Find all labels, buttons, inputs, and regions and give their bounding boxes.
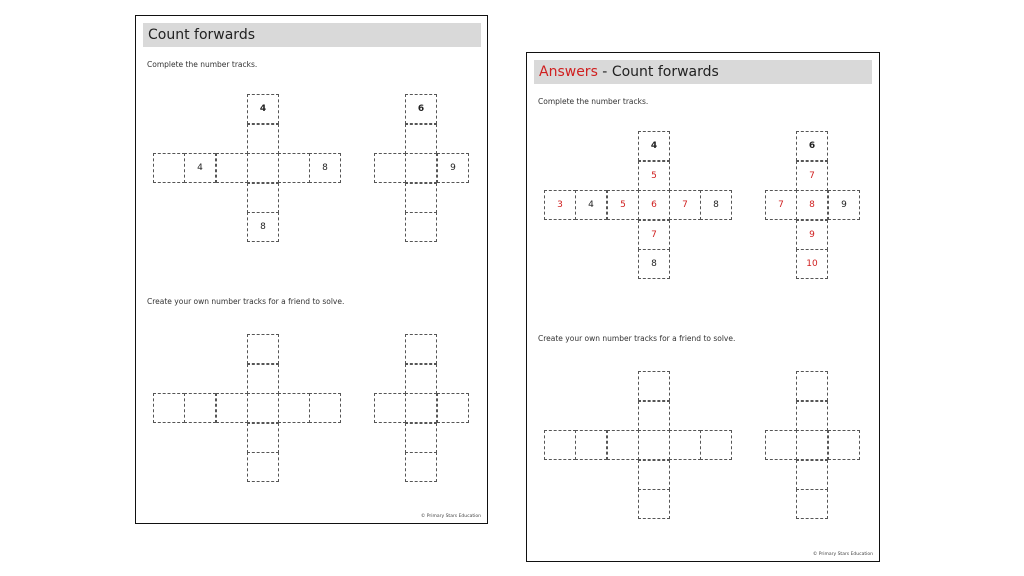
empty-cell <box>405 364 437 394</box>
number-cell: 9 <box>828 190 860 220</box>
empty-cell <box>796 489 828 519</box>
empty-cell <box>796 430 828 460</box>
answer-cell: 3 <box>544 190 576 220</box>
empty-cell <box>184 393 216 423</box>
empty-cell <box>669 430 701 460</box>
answers-title: Count forwards <box>611 64 719 80</box>
number-cell: 4 <box>184 153 216 183</box>
answer-cell: 7 <box>796 161 828 191</box>
number-cell <box>278 153 310 183</box>
empty-cell <box>405 423 437 453</box>
answers-page <box>526 52 880 562</box>
empty-cell <box>309 393 341 423</box>
number-cell: 8 <box>247 212 279 242</box>
empty-cell <box>607 430 639 460</box>
answer-cell: 5 <box>607 190 639 220</box>
number-cell <box>374 153 406 183</box>
answer-cell: 8 <box>796 190 828 220</box>
number-cell: 6 <box>405 94 437 124</box>
empty-cell <box>278 393 310 423</box>
answers-title-bar <box>534 60 872 84</box>
empty-cell <box>405 452 437 482</box>
empty-cell <box>700 430 732 460</box>
number-cell <box>247 124 279 154</box>
empty-cell <box>638 371 670 401</box>
number-cell <box>405 183 437 213</box>
empty-cell <box>544 430 576 460</box>
worksheet-instruction-complete: Complete the number tracks. <box>147 60 258 69</box>
empty-cell <box>247 393 279 423</box>
empty-cell <box>796 460 828 490</box>
empty-cell <box>437 393 469 423</box>
number-cell: 8 <box>700 190 732 220</box>
answers-instruction-create: Create your own number tracks for a friend to solve. <box>538 334 736 343</box>
empty-cell <box>247 364 279 394</box>
answers-instruction-complete: Complete the number tracks. <box>538 97 649 106</box>
empty-cell <box>247 423 279 453</box>
empty-cell <box>405 393 437 423</box>
empty-cell <box>575 430 607 460</box>
empty-cell <box>638 401 670 431</box>
worksheet-title: Count forwards <box>148 27 255 43</box>
answer-cell: 7 <box>669 190 701 220</box>
answer-cell: 5 <box>638 161 670 191</box>
empty-cell <box>247 334 279 364</box>
number-cell: 9 <box>437 153 469 183</box>
number-cell <box>405 153 437 183</box>
answers-title-prefix: Answers <box>539 64 598 80</box>
empty-cell <box>796 401 828 431</box>
empty-cell <box>638 489 670 519</box>
number-cell <box>405 212 437 242</box>
number-cell: 4 <box>247 94 279 124</box>
empty-cell <box>374 393 406 423</box>
worksheet-page <box>135 15 488 524</box>
answer-cell: 6 <box>638 190 670 220</box>
number-cell: 8 <box>309 153 341 183</box>
empty-cell <box>405 334 437 364</box>
number-cell: 4 <box>575 190 607 220</box>
empty-cell <box>216 393 248 423</box>
answer-cell: 10 <box>796 249 828 279</box>
number-cell: 4 <box>638 131 670 161</box>
answer-cell: 7 <box>638 220 670 250</box>
empty-cell <box>765 430 797 460</box>
answers-title-separator: - <box>597 64 612 80</box>
number-cell <box>405 124 437 154</box>
worksheet-instruction-create: Create your own number tracks for a friend to solve. <box>147 297 345 306</box>
empty-cell <box>796 371 828 401</box>
worksheet-footer: © Primary Stars Education <box>420 514 481 519</box>
empty-cell <box>638 460 670 490</box>
number-cell <box>153 153 185 183</box>
answers-footer: © Primary Stars Education <box>812 552 873 557</box>
empty-cell <box>828 430 860 460</box>
number-cell: 8 <box>638 249 670 279</box>
empty-cell <box>247 452 279 482</box>
answer-cell: 9 <box>796 220 828 250</box>
number-cell <box>247 153 279 183</box>
empty-cell <box>153 393 185 423</box>
number-cell <box>216 153 248 183</box>
number-cell: 6 <box>796 131 828 161</box>
empty-cell <box>638 430 670 460</box>
worksheet-title-bar <box>143 23 481 47</box>
number-cell <box>247 183 279 213</box>
answer-cell: 7 <box>765 190 797 220</box>
